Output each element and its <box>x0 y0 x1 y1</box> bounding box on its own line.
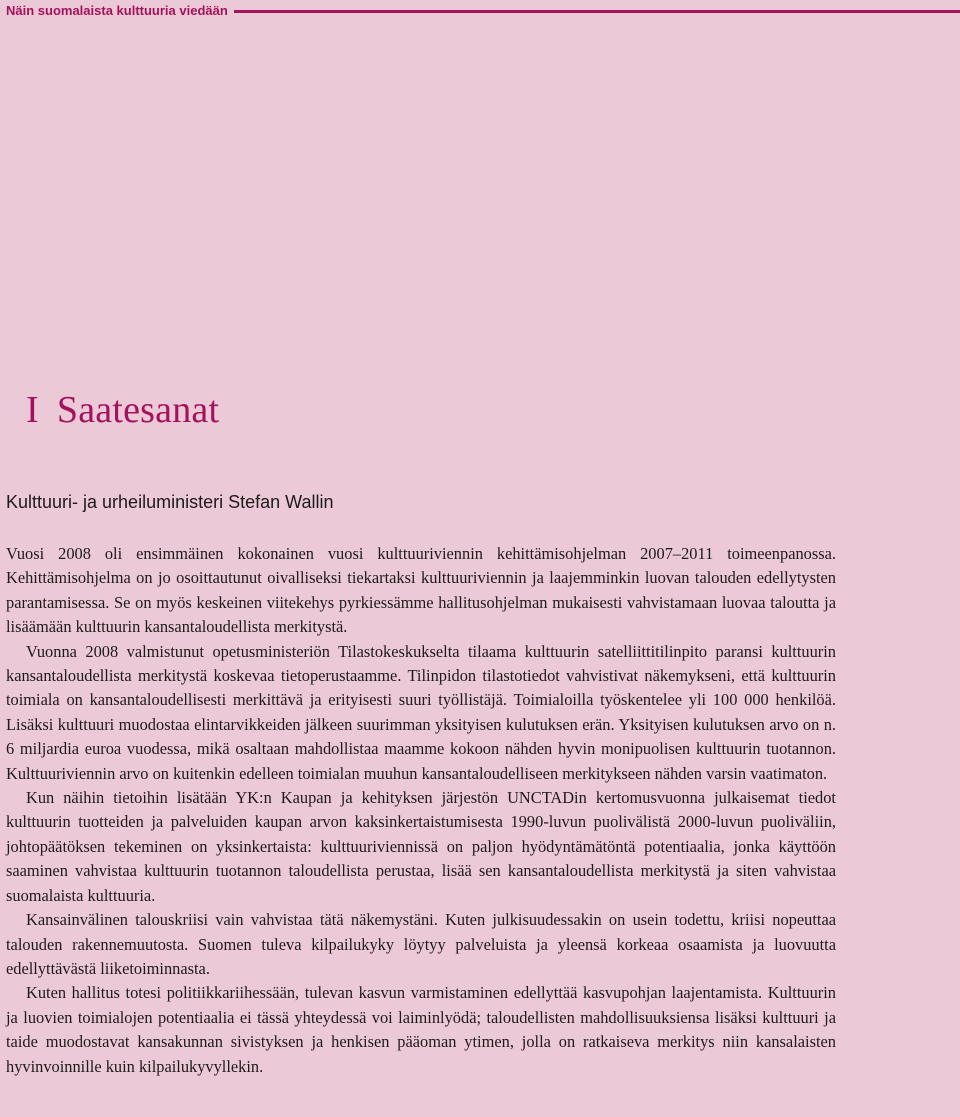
running-header-label: Näin suomalaista kulttuuria viedään <box>6 3 228 18</box>
header-rule <box>234 10 960 13</box>
chapter-number: I <box>26 389 39 431</box>
paragraph-4: Kansainvälinen talouskriisi vain vahvistaa tätä näkemystäni. Kuten julkisuudessakin on usein todettu, kriisi nopeuttaa talouden rakennemuutosta. Suomen tuleva kilpailukyky löytyy palveluista ja yleensä korkeaa osaamista ja luovuutta edellyttävästä liiketoiminnasta. <box>6 910 836 978</box>
paragraph-2: Vuonna 2008 valmistunut opetusministeriön Tilastokeskukselta tilaama kulttuurin satelliittitilinpito paransi kulttuurin kansantaloudellista merkitystä koskevaa tietoperustaamme. Tilinpidon tilastotiedot vahvistivat näkemykseni, että kulttuurin toimiala on kansantaloudellisesti merkittävä ja erityisesti suuri työllistäjä. Toimialoilla työskentelee yli 100 000 henkilöä. Lisäksi kulttuuri muodostaa elintarvikkeiden jälkeen suurimman yksityisen kulutuksen erän. Yksityisen kulutuksen arvo on n. 6 miljardia euroa vuodessa, mikä osaltaan mahdollistaa maamme kokoon nähden hyvin monipuolisen kulttuurin tuotannon. Kulttuuriviennin arvo on kuitenkin edelleen toimialan muuhun kansantaloudelliseen merkitykseen nähden varsin vaatimaton. <box>6 641 836 783</box>
body-text <box>6 542 836 1079</box>
chapter-heading <box>26 388 219 432</box>
paragraph-3: Kun näihin tietoihin lisätään YK:n Kaupan ja kehityksen järjestön UNCTADin kertomusvuonna julkaisemat tiedot kulttuurin tuotteiden ja palveluiden kaupan arvon kaksinkertaistumisesta 1990-luvun puolivälistä 2000-luvun puoliväliin, johtopäätöksen tekeminen on yksinkertaista: kulttuuriviennissä on paljon hyödyntämätöntä potentiaalia, jonka käyttöön saaminen vahvistaa kulttuurin tuotannon taloudellista perustaa, lisää sen kansantaloudellista merkitystä ja siten vahvistaa suomalaista kulttuuria. <box>6 788 836 905</box>
author-byline: Kulttuuri- ja urheiluministeri Stefan Wallin <box>6 492 334 512</box>
chapter-title: Saatesanat <box>56 389 220 431</box>
paragraph-5: Kuten hallitus totesi politiikkariihessään, tulevan kasvun varmistaminen edellyttää kasvupohjan laajentamista. Kulttuurin ja luovien toimialojen potentiaalia ei tässä yhteydessä voi laiminlyödä; taloudellisten mahdollisuuksiensa lisäksi kulttuuri ja taide muodostavat kansakunnan sivistyksen ja henkisen pääoman ytimen, jolla on ratkaiseva merkitys niin kansalaisten hyvinvoinnille kuin kilpailukyvyllekin. <box>6 983 836 1076</box>
running-header <box>0 0 960 22</box>
paragraph-1: Vuosi 2008 oli ensimmäinen kokonainen vuosi kulttuuriviennin kehittämisohjelman 2007–2011 toimeenpanossa. Kehittämisohjelma on jo osoittautunut oivalliseksi tiekartaksi kulttuuriviennin ja laajemminkin luovan talouden edellytysten parantamisessa. Se on myös keskeinen viitekehys pyrkiessämme hallitusohjelman mukaisesti vahvistamaan luovaa taloutta ja lisäämään kulttuurin kansantaloudellista merkitystä. <box>6 544 836 637</box>
